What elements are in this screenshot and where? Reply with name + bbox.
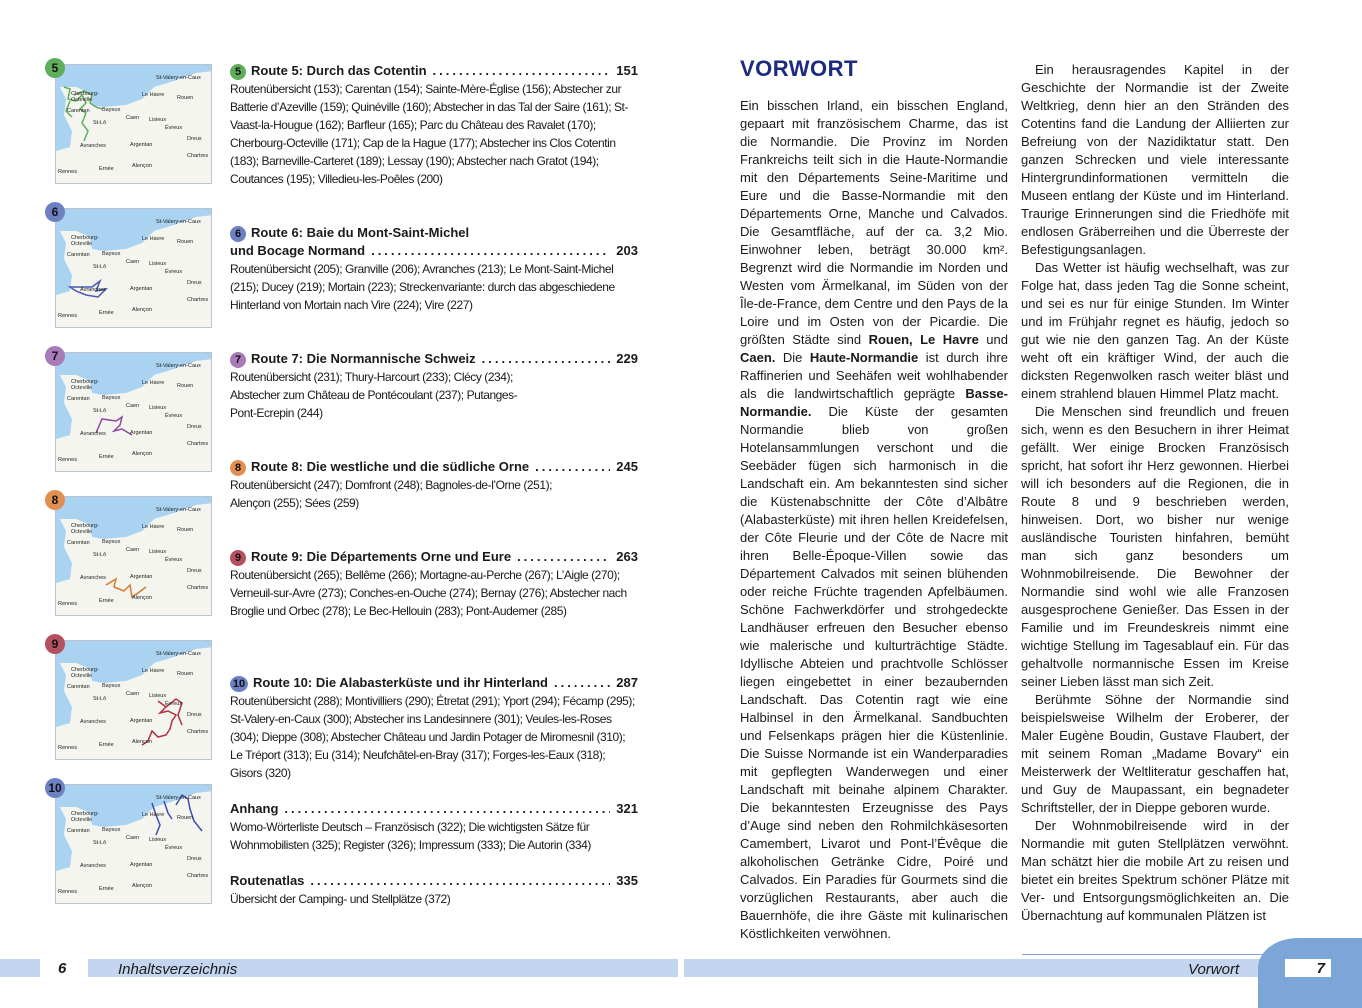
map-city-label: Lisieux: [149, 693, 167, 699]
map-city-label: Caen: [126, 403, 140, 409]
map-city-label: Ernée: [99, 886, 114, 892]
map-city-label: Cherbourg-: [71, 523, 99, 529]
map-city-label: St-Lô: [93, 552, 107, 558]
map-city-label: Avranches: [80, 575, 106, 581]
map-city-label: Dreux: [187, 856, 202, 862]
map-city-label: Rennes: [58, 169, 77, 175]
map-city-label: Cherbourg-: [71, 235, 99, 241]
route-map-thumbnail: [55, 784, 212, 904]
map-city-label: Cherbourg-: [71, 667, 99, 673]
running-footer-section-right: Vorwort: [1188, 961, 1240, 978]
map-city-label: Bayeux: [102, 107, 121, 113]
map-city-label: Carentan: [67, 828, 90, 834]
toc-entry-description: Routenübersicht (288); Montivilliers (290); Étretat (291); Yport (294); Fécamp (295); St-Valery-en-Caux (300); Abstecher ins Landesinnere (301); Veules-les-Roses (304); Dieppe (308); Abstecher Château und Jardin Potager de Miromesnil (310); Le Tréport (313); Eu (314); Neufchâtel-en-Bray (317); Forges-les-Eaux (318); Gisors (320): [230, 694, 635, 780]
map-city-label: Ernée: [99, 166, 114, 172]
map-city-label: Le Havre: [142, 668, 165, 674]
map-city-label: Bayeux: [102, 827, 121, 833]
dot-leader: [535, 458, 610, 476]
toc-page-number: 321: [616, 801, 638, 816]
route-number-badge: 6: [230, 226, 246, 242]
map-city-label: Argentan: [130, 286, 153, 292]
toc-entry-anhang[interactable]: [230, 800, 638, 854]
toc-entry-routenatlas[interactable]: [230, 872, 638, 908]
map-city-label: Chartres: [187, 297, 209, 303]
map-city-label: Dreux: [187, 136, 202, 142]
map-city-label: Avranches: [80, 287, 106, 293]
toc-page-number: 287: [616, 675, 638, 690]
toc-page-number: 245: [616, 459, 638, 474]
map-city-label: Rouen: [177, 815, 194, 821]
toc-entry-route-8[interactable]: [230, 458, 638, 512]
toc-entry-title: Route 5: Durch das Cotentin: [251, 63, 427, 78]
map-city-label: Lisieux: [149, 837, 167, 843]
map-city-label: St-Lô: [93, 408, 107, 414]
toc-entry-description: Routenübersicht (231); Thury-Harcourt (233); Clécy (234); Abstecher zum Château de Pontécoulant (237); Putanges-Pont-Ecrepin (244): [230, 370, 518, 420]
toc-entry-route-10[interactable]: [230, 674, 638, 782]
toc-entry-description: Routenübersicht (247); Domfront (248); Bagnoles-de-l’Orne (251); Alençon (255); Sées (259): [230, 478, 553, 510]
map-city-label: Ernée: [99, 454, 114, 460]
route-number-badge: 5: [230, 64, 246, 80]
map-city-label: St-Valery-en-Caux: [156, 75, 201, 81]
dot-leader: [284, 800, 610, 818]
map-city-label: Bayeux: [102, 251, 121, 257]
map-city-label: Caen: [126, 259, 140, 265]
toc-entry-title: Anhang: [230, 801, 279, 816]
map-city-label: Rennes: [58, 889, 77, 895]
toc-entry-title: Route 8: Die westliche und die südliche Orne: [251, 459, 530, 474]
map-city-label: Carentan: [67, 252, 90, 258]
toc-entry-title: Route 7: Die Normannische Schweiz: [251, 351, 476, 366]
route-map-thumbnail: [55, 208, 212, 328]
map-city-label: Carentan: [67, 396, 90, 402]
map-city-label: Alençon: [132, 307, 152, 313]
map-city-label: Avranches: [80, 431, 106, 437]
toc-page-number: 263: [616, 549, 638, 564]
page-number-left: 6: [40, 959, 88, 977]
toc-entry-title-line2: und Bocage Normand: [230, 243, 366, 258]
map-city-label: Le Havre: [142, 92, 165, 98]
paragraph: Der Wohnmobilreisende wird in der Normandie mit guten Stellplätzen verwöhnt. Man schätzt hier die mobile Art zu reisen und bietet ein breites Spektrum schöner Plätze mit Ver- und Entsorgungsmöglichkeiten an. Die Übernachtung auf kommunalen Plätzen ist: [1021, 818, 1289, 923]
map-city-label: Chartres: [187, 873, 209, 879]
map-city-label: Rennes: [58, 457, 77, 463]
text-column-1: [740, 97, 1008, 943]
map-city-label: Chartres: [187, 729, 209, 735]
map-city-label: Ernée: [99, 598, 114, 604]
map-city-label: Alençon: [132, 595, 152, 601]
route-map-thumbnail: [55, 640, 212, 760]
dot-leader: [433, 62, 611, 80]
route-number-badge: 5: [45, 58, 65, 78]
map-city-label: Octeville: [71, 817, 93, 823]
map-city-label: St-Valery-en-Caux: [156, 651, 201, 657]
map-city-label: St-Lô: [93, 120, 107, 126]
map-city-label: St-Lô: [93, 696, 107, 702]
route-map-thumbnail: [55, 352, 212, 472]
dot-leader: [554, 674, 610, 692]
map-city-label: Cherbourg-: [71, 379, 99, 385]
map-city-label: Lisieux: [149, 261, 167, 267]
route-number-badge: 10: [45, 778, 65, 798]
map-city-label: Alençon: [132, 739, 152, 745]
map-city-label: Octeville: [71, 673, 93, 679]
toc-entry-route-9[interactable]: [230, 548, 638, 620]
dot-leader: [310, 872, 610, 890]
map-city-label: Évreux: [165, 845, 183, 851]
map-city-label: Évreux: [165, 557, 183, 563]
paragraph: Die Menschen sind freundlich und freuen sich, wenn es den Besuchern in ihrer Heimat gefällt. Wer einige Brocken Französisch spricht, hat sofort ihr Herz gewonnen. Hierbei will ich besonders auf die Regionen, die in Route 8 und 9 beschrieben werden, hinweisen. Dort, wo bisher nur wenige ausländische Touristen hinfahren, bemüht man sich ganz besonders um Wohnmobilreisende. Die Bewohner der Normandie sind wohl wie alle Franzosen ausgesprochene Genießer. Das Essen in der Familie und im Freundeskreis nimmt eine wichtige Stellung im Tagesablauf ein. Für das gehaltvolle normannische Essen im Kreise seiner Lieben lässt man sich Zeit.: [1021, 404, 1289, 689]
map-city-label: Rouen: [177, 239, 194, 245]
map-city-label: Argentan: [130, 574, 153, 580]
map-city-label: Avranches: [80, 143, 106, 149]
map-city-label: Dreux: [187, 424, 202, 430]
map-city-label: Caen: [126, 547, 140, 553]
map-city-label: Caen: [126, 115, 140, 121]
map-city-label: Lisieux: [149, 117, 167, 123]
map-city-label: Ernée: [99, 742, 114, 748]
dot-leader: [371, 242, 610, 260]
footer-rule: [1022, 954, 1272, 955]
map-city-label: Octeville: [71, 97, 93, 103]
route-number-badge: 6: [45, 202, 65, 222]
map-city-label: Avranches: [80, 863, 106, 869]
map-city-label: Rouen: [177, 383, 194, 389]
toc-entry-description: Routenübersicht (265); Bellême (266); Mortagne-au-Perche (267); L’Aigle (270); Verneuil-sur-Avre (273); Conches-en-Ouche (274); Bernay (276); Abstecher nach Broglie und Orbec (278); Le Bec-Hellouin (283); Pont-Audemer (285): [230, 568, 627, 618]
map-city-label: Cherbourg-: [71, 811, 99, 817]
map-city-label: Dreux: [187, 280, 202, 286]
map-city-label: Octeville: [71, 385, 93, 391]
map-city-label: Caen: [126, 835, 140, 841]
map-city-label: Rouen: [177, 671, 194, 677]
map-city-label: Chartres: [187, 153, 209, 159]
map-city-label: Carentan: [67, 108, 90, 114]
map-city-label: Rouen: [177, 527, 194, 533]
map-city-label: Évreux: [165, 269, 183, 275]
toc-entry-route-5[interactable]: [230, 62, 638, 188]
map-city-label: St-Valery-en-Caux: [156, 363, 201, 369]
route-number-badge: 9: [230, 550, 246, 566]
map-city-label: St-Valery-en-Caux: [156, 795, 201, 801]
toc-page-number: 151: [616, 63, 638, 78]
toc-entry-title: Routenatlas: [230, 873, 305, 888]
map-city-label: St-Valery-en-Caux: [156, 219, 201, 225]
map-city-label: Bayeux: [102, 683, 121, 689]
map-city-label: Évreux: [165, 125, 183, 131]
map-city-label: Octeville: [71, 241, 93, 247]
map-city-label: Évreux: [165, 413, 183, 419]
route-number-badge: 9: [45, 634, 65, 654]
map-city-label: St-Valery-en-Caux: [156, 507, 201, 513]
footer-band-left: [0, 959, 678, 977]
route-map-thumbnail: [55, 496, 212, 616]
map-city-label: Rouen: [177, 95, 194, 101]
map-city-label: Rennes: [58, 313, 77, 319]
paragraph: Berühmte Söhne der Normandie sind beispielsweise Wilhelm der Eroberer, der Maler Eugène Boudin, Gustave Flaubert, der mit seinem Roman „Madame Bovary“ ein Meisterwerk der Weltliteratur geschaffen hat, und Guy de Maupassant, ein begnadeter Schriftsteller, der in Dieppe geboren wurde.: [1021, 692, 1289, 815]
map-city-label: Avranches: [80, 719, 106, 725]
map-city-label: St-Lô: [93, 264, 107, 270]
map-city-label: Dreux: [187, 712, 202, 718]
dot-leader: [517, 548, 610, 566]
map-city-label: Lisieux: [149, 405, 167, 411]
route-number-badge: 8: [45, 490, 65, 510]
toc-page-number: 335: [616, 873, 638, 888]
map-city-label: Carentan: [67, 684, 90, 690]
map-city-label: Octeville: [71, 529, 93, 535]
route-map-thumbnail: [55, 64, 212, 184]
route-number-badge: 7: [230, 352, 246, 368]
map-city-label: Le Havre: [142, 524, 165, 530]
map-city-label: Ernée: [99, 310, 114, 316]
route-number-badge: 7: [45, 346, 65, 366]
map-city-label: Carentan: [67, 540, 90, 546]
route-number-badge: 10: [230, 676, 248, 692]
map-city-label: Caen: [126, 691, 140, 697]
map-city-label: Cherbourg-: [71, 91, 99, 97]
toc-entry-title: Route 10: Die Alabasterküste und ihr Hinterland: [253, 675, 548, 690]
map-city-label: Le Havre: [142, 380, 165, 386]
map-city-label: Dreux: [187, 568, 202, 574]
toc-page-number: 203: [616, 243, 638, 258]
map-city-label: Bayeux: [102, 539, 121, 545]
map-city-label: Alençon: [132, 163, 152, 169]
toc-entry-title: Route 6: Baie du Mont-Saint-Michel: [251, 225, 470, 240]
dot-leader: [482, 350, 611, 368]
map-city-label: Alençon: [132, 883, 152, 889]
toc-entry-title: Route 9: Die Départements Orne und Eure: [251, 549, 512, 564]
map-city-label: Évreux: [165, 701, 183, 707]
map-city-label: Argentan: [130, 862, 153, 868]
map-city-label: Rennes: [58, 745, 77, 751]
paragraph: Das Wetter ist häufig wechselhaft, was zur Folge hat, dass jeden Tag die Sonne scheint, und sei es nur für einige Stunden. Im Winter und im Frühjahr regnet es häufig, jedoch so gut wie nie den ganzen Tag. An der Küste weht oft ein kräftiger Wind, der auch die dicksten Regenwolken rasch weiter bläst und einem strahlend blauen Himmel Platz macht.: [1021, 260, 1289, 401]
map-city-label: Le Havre: [142, 236, 165, 242]
map-city-label: Argentan: [130, 430, 153, 436]
map-city-label: Argentan: [130, 142, 153, 148]
toc-entry-description: Routenübersicht (205); Granville (206); Avranches (213); Le Mont-Saint-Michel (215); Ducey (219); Mortain (223); Streckenvariante: durch das abgeschiedene Hinterland von Mortain nach Vire (224); Vire (227): [230, 262, 615, 312]
paragraph: Ein bisschen Irland, ein bisschen England, gepaart mit französischem Charme, das ist die Normandie. Die Provinz im Norden Frankreichs teilt sich in die Haute-Normandie mit den Départements Seine-Maritime und Eure und die Basse-Normandie mit den Départements Orne, Manche und Calvados. Die Gesamtfläche, auf der ca. 3,2 Mio. Einwohner leben, beträgt 30.000 km². Begrenzt wird die Normandie im Norden und Westen vom Ärmelkanal, im Süden von der Île-de-France, dem Centre und den Pays de la Loire und im Osten von der Picardie. Die größten Städte sind Rouen, Le Havre und Caen. Die Haute-Normandie ist durch ihre Raffinerien und Seehäfen weit wohlhabender als die landwirtschaftlich geprägte Basse-Normandie. Die Küste der gesamten Normandie blieb von großen Hotelansammlungen verschont und die Seebäder fügen sich harmonisch in die Landschaft ein. Am bekanntesten sind sicher die Küstenabschnitte der Côte d’Albâtre (Alabasterküste) mit ihren hellen Kreidefelsen, der Côte Fleurie und der Côte de Nacre mit ihren Belle-Époque-Villen sowie das Département Calvados mit seinen blühenden oder reiche Früchte tragenden Apfelbäumen. Schöne Fachwerkdörfer und strohgedeckte Landhäuser erfreuen den Besucher ebenso wie malerische und kulturträchtige Städte. Idyllische Abteien und prachtvolle Schlösser liegen eingebettet in einer bezaubernden Landschaft. Das Cotentin ragt wie eine Halbinsel in den Ärmelkanal. Sandbuchten und Felsenkaps prägen hier die Küstenlinie. Die Suisse Normande ist ein Wanderparadies mit gepflegten Wanderwegen und einer Landschaft mit beinahe alpinem Charakter. Die bekanntesten Erzeugnisse des Pays d’Auge sind neben den Rohmilchkäsesorten Camembert, Livarot und Pont-l’Évêque die alkoholischen Getränke Cidre, Poiré und Calvados. Ein Paradies für Gourmets sind die vorzüglichen Restaurants, aber auch die Bauernhöfe, die ihre Gäste mit kulinarischen Köstlichkeiten verwöhnen.: [740, 98, 1008, 941]
running-footer-section-left: Inhaltsverzeichnis: [118, 961, 238, 978]
page-heading: VORWORT: [740, 56, 858, 81]
map-city-label: Alençon: [132, 451, 152, 457]
toc-entry-route-6[interactable]: [230, 224, 638, 314]
paragraph: Ein herausragendes Kapitel in der Geschichte der Normandie ist der Zweite Weltkrieg, denn hier an den Stränden des Cotentins fand die Landung der Alliierten zur Befreiung von der Nazidiktatur statt. Den ganzen Schrecken und viele interessante Hintergrundinformationen vermitteln die Museen entlang der Küste und im Hinterland. Traurige Erinnerungen sind die Friedhöfe mit endlosen Gräberreihen und die Überreste der Befestigungsanlagen.: [1021, 62, 1289, 257]
toc-entry-description: Übersicht der Camping- und Stellplätze (372): [230, 892, 451, 906]
map-city-label: Chartres: [187, 441, 209, 447]
map-city-label: Le Havre: [142, 812, 165, 818]
map-city-label: Lisieux: [149, 549, 167, 555]
map-city-label: Chartres: [187, 585, 209, 591]
map-city-label: Rennes: [58, 601, 77, 607]
route-number-badge: 8: [230, 460, 246, 476]
map-city-label: Argentan: [130, 718, 153, 724]
map-city-label: St-Lô: [93, 840, 107, 846]
page-number-right: 7: [1285, 959, 1331, 977]
toc-entry-route-7[interactable]: [230, 350, 638, 422]
left-page: [0, 0, 681, 1000]
toc-page-number: 229: [616, 351, 638, 366]
toc-entry-description: Womo-Wörterliste Deutsch – Französisch (322); Die wichtigsten Sätze für Wohnmobilisten (325); Register (326); Impressum (333); Die Autorin (334): [230, 820, 591, 852]
toc-entry-description: Routenübersicht (153); Carentan (154); Sainte-Mère-Église (156); Abstecher zur Batterie d’Azeville (159); Quinéville (160); Abstecher in das Tal der Saire (161); St-Vaast-la-Hougue (162); Barfleur (165); Parc du Château des Ravalet (170); Cherbourg-Octeville (171); Cap de la Hague (177); Abstecher ins Clos Cotentin (183); Barneville-Carteret (189); Lessay (190); Abstecher nach Gratot (194); Coutances (195); Villedieu-les-Poêles (200): [230, 82, 628, 186]
text-column-2: [1021, 61, 1289, 925]
map-city-label: Bayeux: [102, 395, 121, 401]
